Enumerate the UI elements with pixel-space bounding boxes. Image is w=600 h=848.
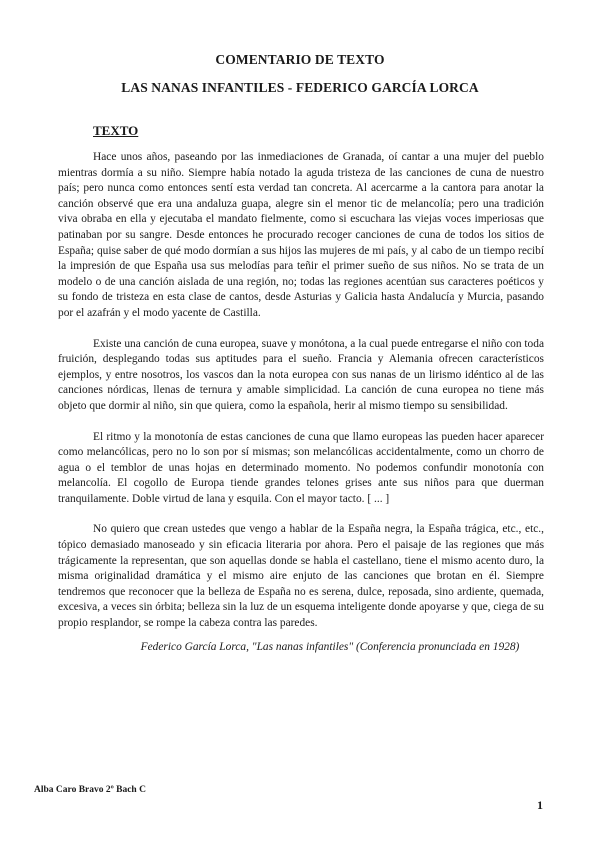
paragraph-2: Existe una canción de cuna europea, suave y monótona, a la cual puede entregarse el niño con toda fruición, desplegando todas sus aptitudes para el sueño. Francia y Alemania ofrecen característicos ejemplos, y entre nosotros, los vascos dan la nota europea con sus nanas de un lirismo idéntico al de las canciones nórdicas, llenas de ternura y amable simplicidad. La canción de cuna europea no tiene más objeto que dormir al niño, sin que quiera, como la española, herir al mismo tiempo su sensibilidad. [58, 337, 544, 412]
paragraph-3: El ritmo y la monotonía de estas canciones de cuna que llamo europeas las pueden hacer aparecer como melancólicas, pero no lo son por sí mismas; son melancólicas accidentalmente, como un chorro de agua o el temblor de unas hojas en determinado momento. No podemos confundir monotonía con melancolía. El cogollo de Europa tiende grandes telones grises ante sus niños para que duerman tranquilamente. Doble virtud de lana y esquila. Con el mayor tacto. [ ... ] [58, 430, 544, 505]
paragraph-4: No quiero que crean ustedes que vengo a hablar de la España negra, la España trágica, etc., etc., tópico demasiado manoseado y sin eficacia literaria por ahora. Pero el paisaje de las regiones que más trágicamente la representan, que son aquellas donde se habla el castellano, tiene el mismo acento duro, la misma originalidad dramática y el mismo aire enjuto de las canciones que brotan en él. Siempre tendremos que reconocer que la belleza de España no es serena, dulce, reposada, sino ardiente, quemada, excesiva, a veces sin órbita; belleza sin la luz de un esquema inteligente donde apoyarse y que, ciega de su propio resplandor, se rompe la cabeza contra las paredes. [58, 523, 544, 630]
document-subtitle: LAS NANAS INFANTILES - FEDERICO GARCÍA LORCA [121, 80, 479, 95]
paragraph-1: Hace unos años, paseando por las inmediaciones de Granada, oí cantar a una mujer del pueblo mientras dormía a su niño. Siempre había notado la aguda tristeza de las canciones de cuna de nuestro país; pero nunca como entonces sentí esta verdad tan concreta. Al acercarme a la cantora para anotar la canción observé que era una andaluza guapa, alegre sin el menor tic de melancolía; pero una tradición viva obraba en ella y ejecutaba el mandato fielmente, como si escuchara las viejas voces imperiosas que patinaban por su sangre. Desde entonces he procurado recoger canciones de cuna de todos los sitios de España; quise saber de qué modo dormían a sus hijos las mujeres de mi país, y al cabo de un tiempo recibí la impresión de que España usa sus melodías para teñir el primer sueño de sus niños. No se trata de un modelo o de una canción aislada de una región, no; todas las regiones acentúan sus caracteres poéticos y su fondo de tristeza en esta clase de cantos, desde Asturias y Galicia hasta Andalucía y Murcia, pasando por el azafrán y el modo yacente de Castilla. [58, 151, 544, 319]
citation: Federico García Lorca, "Las nanas infantiles" (Conferencia pronunciada en 1928) [140, 641, 520, 653]
page-number: 1 [537, 798, 543, 812]
text-body [58, 150, 544, 647]
section-heading: TEXTO [93, 123, 139, 138]
document-title: COMENTARIO DE TEXTO [215, 52, 385, 67]
footer-author: Alba Caro Bravo 2º Bach C [34, 785, 146, 795]
